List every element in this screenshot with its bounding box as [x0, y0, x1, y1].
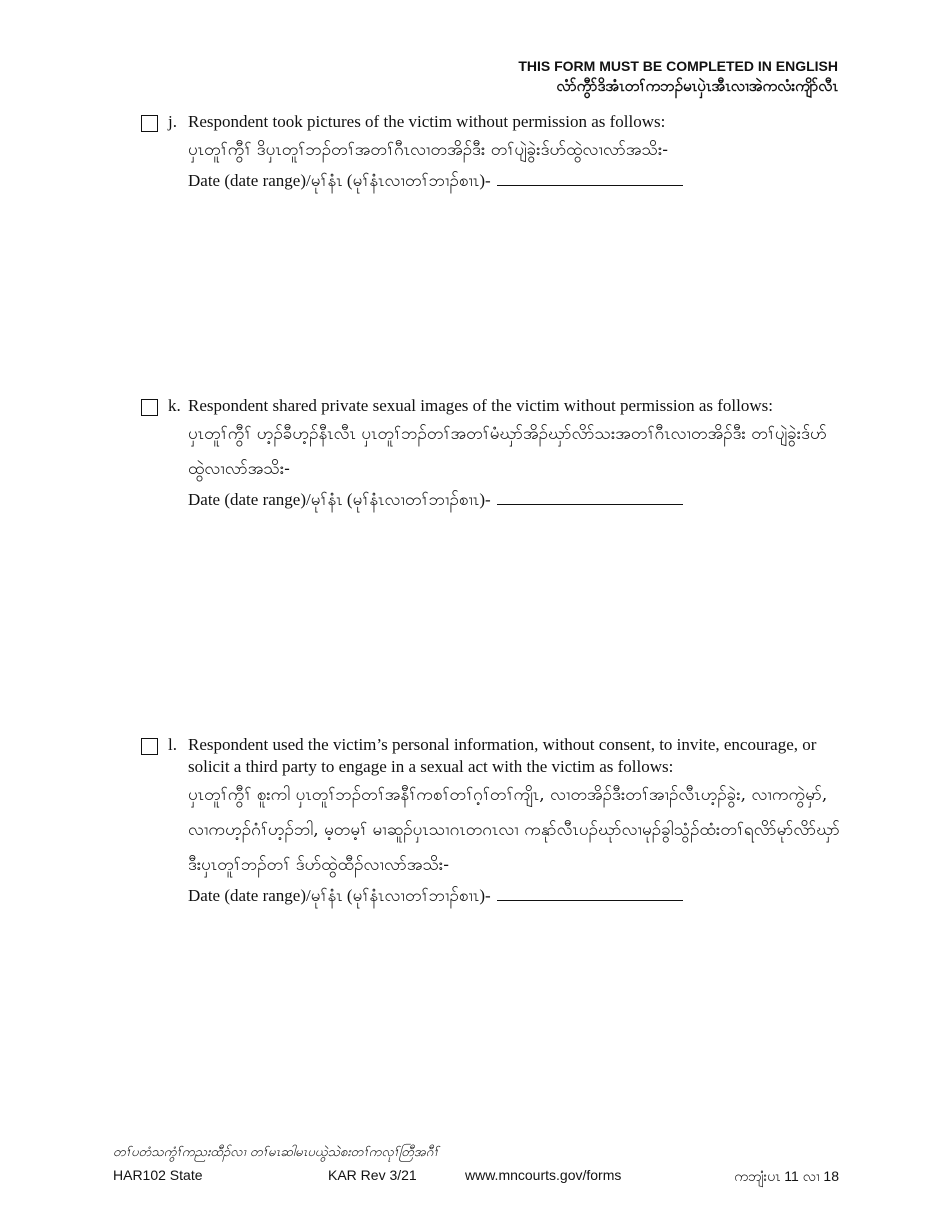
item-k-letter: k. — [168, 396, 181, 415]
footer-form-title-note: တၢ်ပတံသကွံၢ်ကညးထီၣ်လၢ တၢ်မၤဆါမၤပယွဲသဲစးတၢ်ကလုၢ်တြီအဂီၢ် — [113, 1145, 439, 1160]
item-k-english-text: Respondent shared private sexual images of the victim without permission as follows: — [188, 396, 773, 415]
page-footer — [113, 1143, 839, 1187]
item-k — [141, 395, 841, 513]
item-j-date-line — [188, 168, 841, 194]
item-l-date-label: Date (date range)/မုၢ်နံၤ (မုၢ်နံၤလၢတၢ်ဘၢၣ်စၢၤ)- — [188, 886, 491, 905]
item-k-checkbox[interactable] — [141, 399, 158, 416]
footer-page-number: ကဘျံးပၤ 11 လၢ 18 — [734, 1168, 839, 1184]
item-l — [141, 734, 841, 909]
footer-url-link[interactable]: www.mncourts.gov/forms — [465, 1167, 622, 1183]
item-k-body — [188, 395, 841, 513]
item-j-date-field[interactable] — [497, 169, 683, 186]
item-j-letter: j. — [168, 112, 177, 131]
item-k-date-field[interactable] — [497, 488, 683, 505]
item-k-karen-text: ပှၤတူၢ်ကွီၢ် ဟ့ၣ်ခီဟ့ၣ်နီၤလီၤ ပှၤတူၢ်ဘၣ်တၢ်အတၢ်မံဃှာ်အိၣ်ဃှာ်လိာ်သးအတၢ်ဂီၤလၢတအိၣ်ဒီး တၢ်ပျဲခွဲးဒ်ဟ်ထွဲလၢလာ်အသိး- — [188, 424, 827, 479]
item-l-date-field[interactable] — [497, 884, 683, 901]
item-j — [141, 111, 841, 194]
item-k-date-line — [188, 487, 841, 513]
footer-info-row — [113, 1167, 839, 1187]
footer-form-id: HAR102 State — [113, 1167, 203, 1183]
item-j-english-text: Respondent took pictures of the victim without permission as follows: — [188, 112, 666, 131]
item-l-karen-text: ပှၤတူၢ်ကွီၢ် စူးကါ ပှၤတူၢ်ဘၣ်တၢ်အနီၢ်ကစၢ်တၢ်ဂ့ၢ်တၢ်ကျိၤ, လၢတအိၣ်ဒီးတၢ်အၢၣ်လီၤဟ့ၣ်ခွဲး, လၢကကွဲမှာ်, လၢကဟ့ၣ်ဂံၢ်ဟ့ၣ်ဘါ, မ့တမ့ၢ် မၢဆူၣ်ပှၤသၢဂၤတဂၤလၢ ကနုာ်လီၤပၣ်ဃုာ်လၢမုၣ်ခွါသွံၣ်ထံးတၢ်ရလိာ်မုာ်လိာ်ဃှာ်ဒီးပှၤတူၢ်ဘၣ်တၢ် ဒ်ဟ်ထွဲထီၣ်လၢလာ်အသိး- — [188, 785, 840, 875]
item-j-date-label: Date (date range)/မုၢ်နံၤ (မုၢ်နံၤလၢတၢ်ဘၢၣ်စၢၤ)- — [188, 171, 491, 190]
english-completion-notice: THIS FORM MUST BE COMPLETED IN ENGLISH — [518, 58, 838, 74]
item-l-english-text: Respondent used the victim’s personal information, without consent, to invite, encourage, or solicit a third party to engage in a sexual act with the victim as follows: — [188, 735, 817, 776]
karen-completion-notice: လံာ်ကွီာ်ဒိအံၤတၢ်ကဘၣ်မၤပှဲၤအီၤလၢအဲကလံးကျိာ်လီၤ — [556, 78, 838, 95]
item-l-body — [188, 734, 841, 909]
footer-revision: KAR Rev 3/21 — [328, 1167, 417, 1183]
item-j-body — [188, 111, 841, 194]
page-header — [518, 56, 838, 98]
item-l-date-line — [188, 883, 841, 909]
item-j-karen-text: ပှၤတူၢ်ကွီၢ် ဒိပှၤတူၢ်ဘၣ်တၢ်အတၢ်ဂီၤလၢတအိၣ်ဒီး တၢ်ပျဲခွဲးဒ်ဟ်ထွဲလၢလာ်အသိး- — [188, 140, 669, 160]
item-j-checkbox[interactable] — [141, 115, 158, 132]
item-l-checkbox[interactable] — [141, 738, 158, 755]
item-l-letter: l. — [168, 735, 177, 754]
item-k-date-label: Date (date range)/မုၢ်နံၤ (မုၢ်နံၤလၢတၢ်ဘၢၣ်စၢၤ)- — [188, 490, 491, 509]
